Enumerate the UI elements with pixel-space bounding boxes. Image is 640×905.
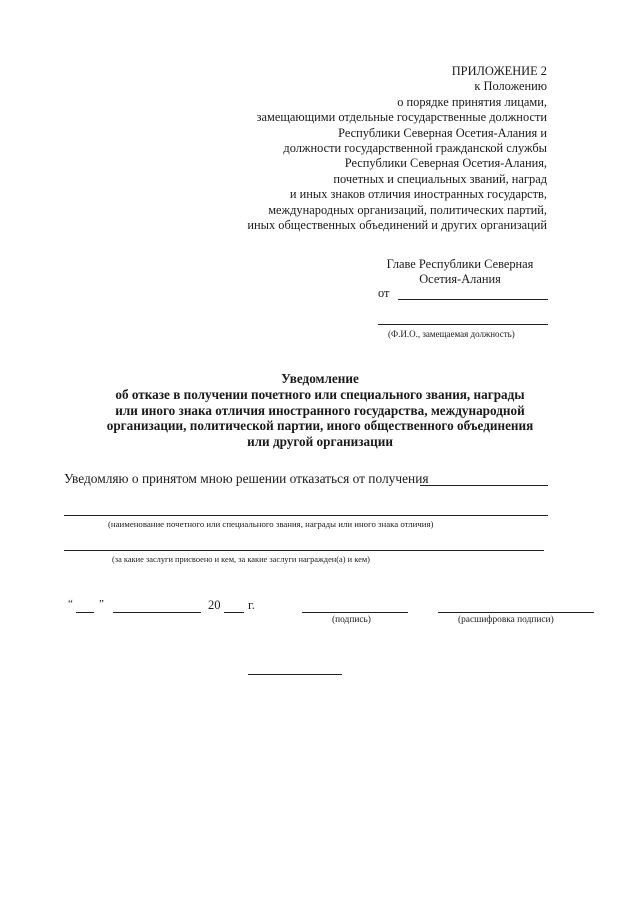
appendix-line: почетных и специальных званий, наград <box>333 171 547 186</box>
date-quote-open: “ <box>68 598 73 610</box>
notification-title <box>40 371 600 450</box>
appendix-line: к Положению <box>474 79 547 94</box>
end-divider <box>248 674 342 675</box>
fio-caption: (Ф.И.О., замещаемая должность) <box>388 329 515 339</box>
title-line: или иного знака отличия иностранного государства, международной <box>115 402 525 418</box>
appendix-line: о порядке принятия лицами, <box>397 94 547 109</box>
year-prefix: 20 <box>208 598 221 612</box>
position-field[interactable] <box>378 324 548 325</box>
award-name-field[interactable] <box>420 485 548 486</box>
date-month-field[interactable] <box>113 612 201 613</box>
recipient-line: Главе Республики Северная <box>386 257 534 271</box>
from-label: от <box>378 286 390 300</box>
title-heading: Уведомление <box>281 371 359 386</box>
appendix-line: Республики Северная Осетия-Алания, <box>344 156 547 171</box>
appendix-line: должности государственной гражданской службы <box>283 141 547 156</box>
award-caption: (наименование почетного или специального звания, награды или иного знака отличия) <box>108 519 434 529</box>
date-year-field[interactable] <box>224 612 244 613</box>
title-line: об отказе в получении почетного или специального звания, награды <box>115 386 525 402</box>
date-quote-close: ” <box>99 598 104 610</box>
title-line: организации, политической партии, иного общественного объединения <box>106 418 534 434</box>
appendix-line: замещающими отдельные государственные должности <box>256 110 547 125</box>
appendix-line: и иных знаков отличия иностранных государств, <box>289 187 547 202</box>
appendix-line: международных организаций, политических партий, <box>268 202 547 217</box>
appendix-line: иных общественных объединений и других организаций <box>247 218 547 233</box>
merit-caption: (за какие заслуги присвоено и кем, за какие заслуги награжден(а) и кем) <box>112 555 370 564</box>
signature-decoding-field[interactable] <box>438 612 594 613</box>
from-name-field[interactable] <box>398 299 548 300</box>
signature-caption: (подпись) <box>332 615 371 625</box>
appendix-header <box>187 64 547 233</box>
merit-field[interactable] <box>64 550 544 551</box>
notify-text: Уведомляю о принятом мною решении отказаться от получения <box>64 471 429 486</box>
award-name-field-line2[interactable] <box>64 515 548 516</box>
decoding-caption: (расшифровка подписи) <box>458 615 554 625</box>
title-line: или другой организации <box>247 434 393 450</box>
appendix-title: ПРИЛОЖЕНИЕ 2 <box>451 64 547 78</box>
recipient-block <box>370 257 550 288</box>
signature-field[interactable] <box>302 612 408 613</box>
recipient-line: Осетия-Алания <box>419 272 501 287</box>
appendix-line: Республики Северная Осетия-Алания и <box>338 125 547 140</box>
year-suffix: г. <box>248 598 255 612</box>
date-day-field[interactable] <box>76 612 94 613</box>
